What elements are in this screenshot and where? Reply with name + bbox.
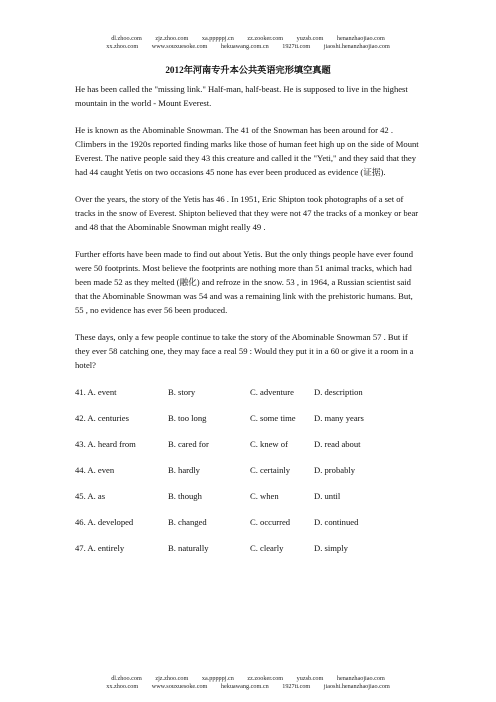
- option-b: B. changed: [168, 517, 207, 527]
- header-site: zz.zooker.com: [247, 35, 284, 42]
- option-d: D. simply: [314, 543, 348, 553]
- footer-site: dl.zhoo.com: [111, 675, 142, 682]
- question-options: [75, 411, 421, 425]
- footer-site: zz.zooker.com: [247, 675, 284, 682]
- option-a: 44. A. even: [75, 465, 115, 475]
- header-site: henanzhaojiao.com: [336, 35, 385, 42]
- header-site: xx.zhoo.com: [106, 43, 139, 50]
- paragraph: He is known as the Abominable Snowman. The 41 of the Snowman has been around for 42 . Climbers in the 1920s reported finding marks like those of human feet high up on the side of Mount Everest. The native people said they 43 this creature and called it the "Yeti," and they said that they had 44 caught Yetis on two occasions 45 none has ever been produced as evidence (证据).: [75, 125, 419, 177]
- option-a: 47. A. entirely: [75, 543, 125, 553]
- option-a: 46. A. developed: [75, 517, 134, 527]
- footer-site: xx.zhoo.com: [106, 683, 139, 690]
- question-options: [75, 541, 421, 555]
- option-c: C. occurred: [250, 517, 291, 527]
- option-a: 42. A. centuries: [75, 413, 129, 423]
- option-d: D. probably: [314, 465, 356, 475]
- footer-site: hekuawang.com.cn: [220, 683, 269, 690]
- paragraph: He has been called the "missing link." Half-man, half-beast. He is supposed to live in the highest mountain in the world - Mount Everest.: [75, 84, 408, 108]
- footer-site: zjz.zhoo.com: [155, 675, 189, 682]
- option-c: C. some time: [250, 413, 296, 423]
- header-site: xa.pppppj.cn: [201, 35, 234, 42]
- footer-site: jiaoshi.henanzhaojiao.com: [323, 683, 390, 690]
- footer-site: henanzhaojiao.com: [336, 675, 385, 682]
- header-site: jiaoshi.henanzhaojiao.com: [323, 43, 390, 50]
- option-b: B. story: [168, 387, 196, 397]
- question-options: [75, 463, 421, 477]
- document-title: 2012年河南专升本公共英语完形填空真题: [165, 65, 331, 75]
- paragraph: Over the years, the story of the Yetis has 46 . In 1951, Eric Shipton took photographs of a set of tracks in the snow of Everest. Shipton believed that they were not 47 the tracks of a monkey or bear and 48 that the Abominable Snowman might really 49 .: [75, 194, 419, 232]
- option-c: C. knew of: [250, 439, 288, 449]
- question-options: [75, 385, 421, 399]
- page-header: [0, 35, 496, 43]
- paragraph: Further efforts have been made to find out about Yetis. But the only things people have ever found were 50 footprints. Most believe the footprints are nothing more than 51 animal tracks, which had been made 52 as they melted (融化) and refroze in the snow. 53 , in 1964, a Russian scientist said that the Abominable Snowman was 54 and was a remaining link with the prehistoric humans. But, 55 , no evidence has ever 56 been produced.: [75, 249, 414, 315]
- option-b: B. cared for: [168, 439, 209, 449]
- option-d: D. until: [314, 491, 341, 501]
- paragraph: These days, only a few people continue to take the story of the Abominable Snowman 57 . But if they ever 58 catching one, they may face a real 59 : Would they put it in a 60 or give it a room in a hotel?: [75, 332, 414, 370]
- footer-site: www.souxuesoke.com: [151, 683, 208, 690]
- footer-site: yuzsb.com: [296, 675, 324, 682]
- option-c: C. certainly: [250, 465, 291, 475]
- question-options: [75, 489, 421, 503]
- page-footer: [0, 675, 496, 683]
- footer-site: 1927ti.com: [282, 683, 311, 690]
- option-d: D. many years: [314, 413, 364, 423]
- option-a: 45. A. as: [75, 491, 106, 501]
- header-site: dl.zhoo.com: [111, 35, 142, 42]
- passage: [75, 82, 421, 567]
- header-site: yuzsb.com: [296, 35, 324, 42]
- option-a: 43. A. heard from: [75, 439, 136, 449]
- option-d: D. continued: [314, 517, 359, 527]
- option-c: C. adventure: [250, 387, 294, 397]
- header-site: www.souxuesoke.com: [151, 43, 208, 50]
- option-c: C. when: [250, 491, 279, 501]
- header-site: zjz.zhoo.com: [155, 35, 189, 42]
- header-site: hekuawang.com.cn: [220, 43, 269, 50]
- footer-site: xa.pppppj.cn: [201, 675, 234, 682]
- option-d: D. description: [314, 387, 363, 397]
- option-b: B. naturally: [168, 543, 209, 553]
- option-d: D. read about: [314, 439, 361, 449]
- option-b: B. too long: [168, 413, 207, 423]
- page-header: [0, 43, 496, 51]
- option-c: C. clearly: [250, 543, 284, 553]
- page-footer: [0, 683, 496, 691]
- question-options: [75, 437, 421, 451]
- option-a: 41. A. event: [75, 387, 117, 397]
- header-site: 1927ti.com: [282, 43, 311, 50]
- option-b: B. hardly: [168, 465, 200, 475]
- option-b: B. though: [168, 491, 202, 501]
- question-options: [75, 515, 421, 529]
